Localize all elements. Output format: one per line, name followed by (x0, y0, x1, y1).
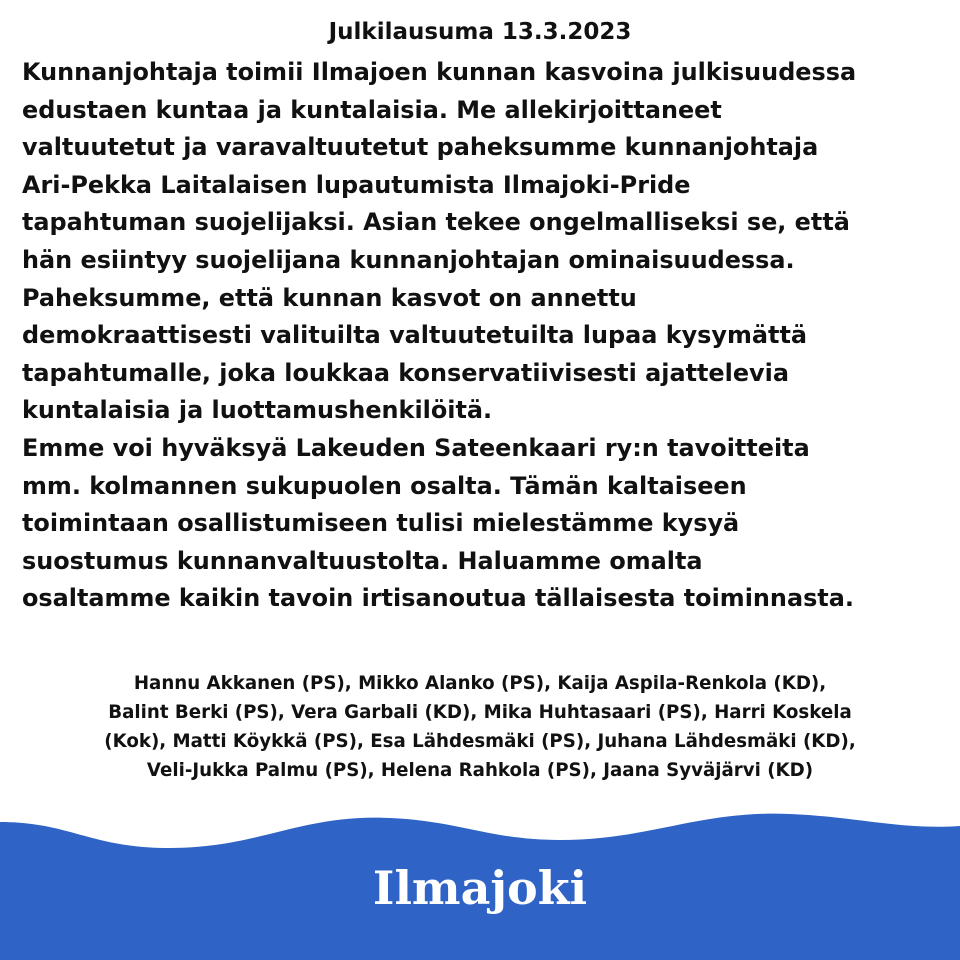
statement-line: tapahtumalle, joka loukkaa konservatiivisesti ajattelevia (22, 358, 789, 387)
statement-line: osaltamme kaikin tavoin irtisanoutua tällaisesta toiminnasta. (22, 584, 854, 613)
statement-line: Kunnanjohtaja toimii Ilmajoen kunnan kasvoina julkisuudessa (22, 58, 857, 86)
statement-line: toimintaan osallistumiseen tulisi mielestämme kysyä (22, 509, 740, 538)
statement-line: tapahtuman suojelijaksi. Asian tekee ongelmalliseksi se, että (22, 208, 850, 237)
statement-line: edustaen kuntaa ja kuntalaisia. Me allekirjoittaneet (22, 95, 722, 124)
signatories-line: (Kok), Matti Köykkä (PS), Esa Lähdesmäki (PS), Juhana Lähdesmäki (KD), (104, 730, 856, 752)
signatories-line: Veli-Jukka Palmu (PS), Helena Rahkola (PS), Jaana Syväjärvi (KD) (146, 759, 814, 781)
statement-body (22, 54, 952, 618)
statement-line: Ari-Pekka Laitalaisen lupautumista Ilmajoki-Pride (22, 170, 691, 199)
statement-line: mm. kolmannen sukupuolen osalta. Tämän kaltaiseen (22, 471, 747, 500)
statement-title: Julkilausuma 13.3.2023 (328, 19, 632, 45)
statement-line: demokraattisesti valituilta valtuutetuilta lupaa kysymättä (22, 321, 808, 350)
statement-line: Emme voi hyväksyä Lakeuden Sateenkaari ry:n tavoitteita (22, 433, 810, 462)
signatories-line: Hannu Akkanen (PS), Mikko Alanko (PS), Kaija Aspila-Renkola (KD), (133, 672, 827, 694)
statement-line: hän esiintyy suojelijana kunnanjohtajan ominaisuudessa. (22, 245, 795, 274)
statement-line: Paheksumme, että kunnan kasvot on annettu (22, 283, 637, 312)
statement-line: kuntalaisia ja luottamushenkilöitä. (22, 396, 493, 425)
signatories-list (0, 669, 960, 785)
brand-logo-text: Ilmajoki (372, 861, 588, 915)
signatories-line: Balint Berki (PS), Vera Garbali (KD), Mika Huhtasaari (PS), Harri Koskela (108, 701, 852, 723)
statement-line: valtuutetut ja varavaltuutetut paheksumme kunnanjohtaja (22, 133, 819, 162)
statement-line: suostumus kunnanvaltuustolta. Haluamme omalta (22, 546, 703, 575)
